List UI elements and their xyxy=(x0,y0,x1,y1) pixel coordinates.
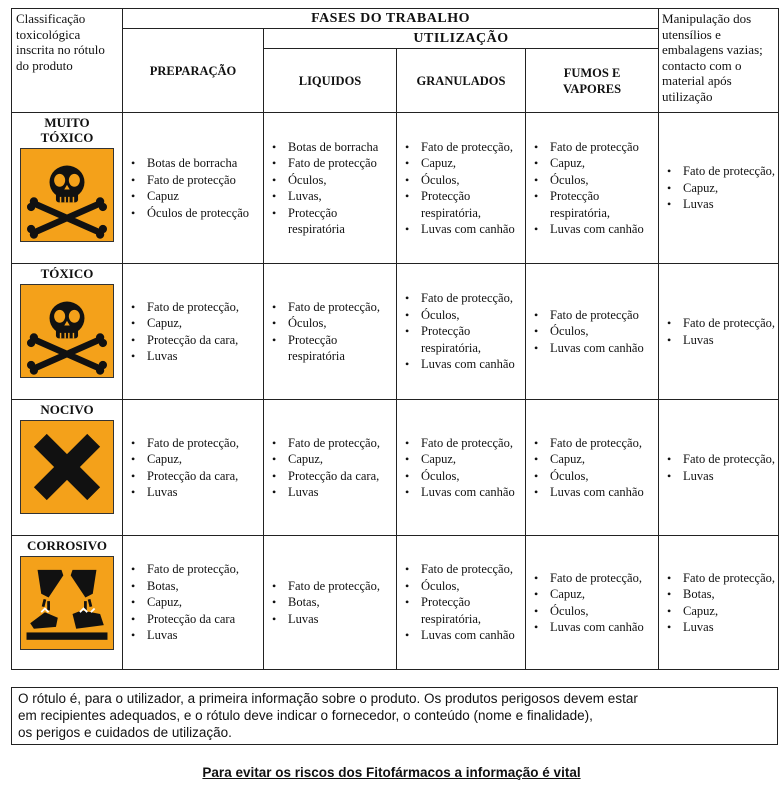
cell-preparation xyxy=(123,113,264,264)
list-item: • Luvas com canhão xyxy=(532,340,658,357)
list-item: • Óculos, xyxy=(532,172,658,189)
list-item: • Capuz, xyxy=(532,155,658,172)
table-row xyxy=(12,536,779,670)
list-item: • Óculos de protecção xyxy=(129,205,263,222)
label-info-note xyxy=(11,687,778,745)
list-item: • Botas de borracha xyxy=(270,139,396,156)
list-item: • Fato de protecção xyxy=(270,155,396,172)
list-item: • Luvas xyxy=(129,627,263,644)
list-item: • Luvas xyxy=(665,196,778,213)
list-item: • Fato de protecção, xyxy=(403,139,525,156)
hazard-cell xyxy=(12,113,123,264)
list-item: • Fato de protecção, xyxy=(270,435,396,452)
header-granulated: GRANULADOS xyxy=(397,49,526,113)
cell-granulated xyxy=(397,400,526,536)
cell-fumes xyxy=(526,400,659,536)
cell-handling xyxy=(659,400,779,536)
list-item: • Luvas xyxy=(665,332,778,349)
list-item: • Fato de protecção, xyxy=(665,163,778,180)
hazard-cell xyxy=(12,264,123,400)
list-item: • Protecção respiratória, xyxy=(403,594,525,627)
list-item: • Óculos, xyxy=(270,172,396,189)
header-preparation: PREPARAÇÃO xyxy=(123,29,264,113)
cell-preparation xyxy=(123,400,264,536)
header-handling: Manipulação dos utensílios e embalagens vazias; contacto com o material após utilização xyxy=(659,9,779,113)
list-item: • Óculos, xyxy=(403,172,525,189)
list-item: • Óculos, xyxy=(403,307,525,324)
cell-liquids xyxy=(264,113,397,264)
list-item: • Fato de protecção, xyxy=(129,561,263,578)
list-item: • Capuz xyxy=(129,188,263,205)
list-item: • Fato de protecção xyxy=(532,307,658,324)
list-item: • Capuz, xyxy=(270,451,396,468)
list-item: • Capuz, xyxy=(532,586,658,603)
list-item: • Capuz, xyxy=(665,180,778,197)
header-fumes-line1: FUMOS E xyxy=(563,65,621,80)
list-item: • Luvas com canhão xyxy=(403,356,525,373)
list-item: • Botas, xyxy=(129,578,263,595)
cell-liquids xyxy=(264,400,397,536)
table-row xyxy=(12,400,779,536)
list-item: • Capuz, xyxy=(532,451,658,468)
list-item: • Luvas xyxy=(665,619,778,636)
list-item: • Luvas xyxy=(270,484,396,501)
hazard-label: NOCIVO xyxy=(40,402,94,417)
table-row xyxy=(12,113,779,264)
cell-handling xyxy=(659,264,779,400)
list-item: • Protecção da cara xyxy=(129,611,263,628)
list-item: • Óculos, xyxy=(403,468,525,485)
list-item: • Fato de protecção, xyxy=(129,435,263,452)
list-item: • Protecção da cara, xyxy=(129,468,263,485)
list-item: • Luvas com canhão xyxy=(532,221,658,238)
skull-crossbones-icon xyxy=(20,148,114,242)
cell-granulated xyxy=(397,113,526,264)
ppe-table xyxy=(11,8,779,670)
cell-granulated xyxy=(397,536,526,670)
list-item: • Protecção respiratória, xyxy=(532,188,658,221)
cell-handling xyxy=(659,113,779,264)
list-item: • Capuz, xyxy=(403,155,525,172)
list-item: • Capuz, xyxy=(129,451,263,468)
list-item: • Óculos, xyxy=(532,323,658,340)
list-item: • Luvas com canhão xyxy=(532,484,658,501)
header-utilization: UTILIZAÇÃO xyxy=(264,29,659,49)
header-classification: Classificação toxicológica inscrita no rótulo do produto xyxy=(12,9,123,113)
header-phases: FASES DO TRABALHO xyxy=(123,9,659,29)
skull-crossbones-icon xyxy=(20,284,114,378)
list-item: • Óculos, xyxy=(403,578,525,595)
list-item: • Botas, xyxy=(665,586,778,603)
list-item: • Luvas com canhão xyxy=(403,221,525,238)
list-item: • Protecção da cara, xyxy=(129,332,263,349)
list-item: • Luvas com canhão xyxy=(403,627,525,644)
list-item: • Fato de protecção xyxy=(129,172,263,189)
list-item: • Fato de protecção, xyxy=(403,290,525,307)
list-item: • Fato de protecção, xyxy=(532,435,658,452)
list-item: • Protecção respiratória, xyxy=(403,323,525,356)
list-item: • Luvas com canhão xyxy=(532,619,658,636)
list-item: • Óculos, xyxy=(532,468,658,485)
corrosive-icon xyxy=(20,556,114,650)
list-item: • Luvas com canhão xyxy=(403,484,525,501)
note-line-1: O rótulo é, para o utilizador, a primeira informação sobre o produto. Os produtos perigosos devem estar xyxy=(18,691,638,706)
list-item: • Protecção da cara, xyxy=(270,468,396,485)
cell-handling xyxy=(659,536,779,670)
hazard-label: TÓXICO xyxy=(40,266,94,281)
list-item: • Protecção respiratória xyxy=(270,205,396,238)
hazard-cell xyxy=(12,400,123,536)
list-item: • Fato de protecção, xyxy=(665,570,778,587)
list-item: • Capuz, xyxy=(129,315,263,332)
list-item: • Fato de protecção, xyxy=(403,561,525,578)
cell-fumes xyxy=(526,264,659,400)
cell-fumes xyxy=(526,536,659,670)
note-line-2: em recipientes adequados, e o rótulo deve indicar o fornecedor, o conteúdo (nome e finalidade), xyxy=(18,708,593,723)
list-item: • Botas, xyxy=(270,594,396,611)
header-fumes xyxy=(526,49,659,113)
list-item: • Capuz, xyxy=(129,594,263,611)
list-item: • Fato de protecção xyxy=(532,139,658,156)
cell-preparation xyxy=(123,536,264,670)
cell-preparation xyxy=(123,264,264,400)
table-row xyxy=(12,264,779,400)
list-item: • Fato de protecção, xyxy=(270,578,396,595)
hazard-label: MUITO xyxy=(44,115,90,130)
list-item: • Luvas xyxy=(665,468,778,485)
ppe-table-container xyxy=(11,8,778,670)
hazard-label: CORROSIVO xyxy=(27,538,107,553)
list-item: • Fato de protecção, xyxy=(665,451,778,468)
list-item: • Botas de borracha xyxy=(129,155,263,172)
list-item: • Óculos, xyxy=(532,603,658,620)
cell-granulated xyxy=(397,264,526,400)
cell-fumes xyxy=(526,113,659,264)
header-fumes-line2: VAPORES xyxy=(562,81,622,96)
list-item: • Capuz, xyxy=(403,451,525,468)
list-item: • Fato de protecção, xyxy=(532,570,658,587)
cell-liquids xyxy=(264,536,397,670)
list-item: • Protecção respiratória xyxy=(270,332,396,365)
hazard-cell xyxy=(12,536,123,670)
list-item: • Fato de protecção, xyxy=(129,299,263,316)
saltire-cross-icon xyxy=(20,420,114,514)
footer-slogan: Para evitar os riscos dos Fitofármacos a informação é vital xyxy=(202,765,581,780)
list-item: • Óculos, xyxy=(270,315,396,332)
note-line-3: os perigos e cuidados de utilização. xyxy=(18,725,232,740)
hazard-label-line2: TÓXICO xyxy=(40,130,94,145)
cell-liquids xyxy=(264,264,397,400)
list-item: • Protecção respiratória, xyxy=(403,188,525,221)
list-item: • Fato de protecção, xyxy=(403,435,525,452)
list-item: • Luvas xyxy=(129,348,263,365)
header-liquids: LIQUIDOS xyxy=(264,49,397,113)
list-item: • Luvas, xyxy=(270,188,396,205)
list-item: • Capuz, xyxy=(665,603,778,620)
list-item: • Fato de protecção, xyxy=(270,299,396,316)
list-item: • Fato de protecção, xyxy=(665,315,778,332)
list-item: • Luvas xyxy=(129,484,263,501)
list-item: • Luvas xyxy=(270,611,396,628)
